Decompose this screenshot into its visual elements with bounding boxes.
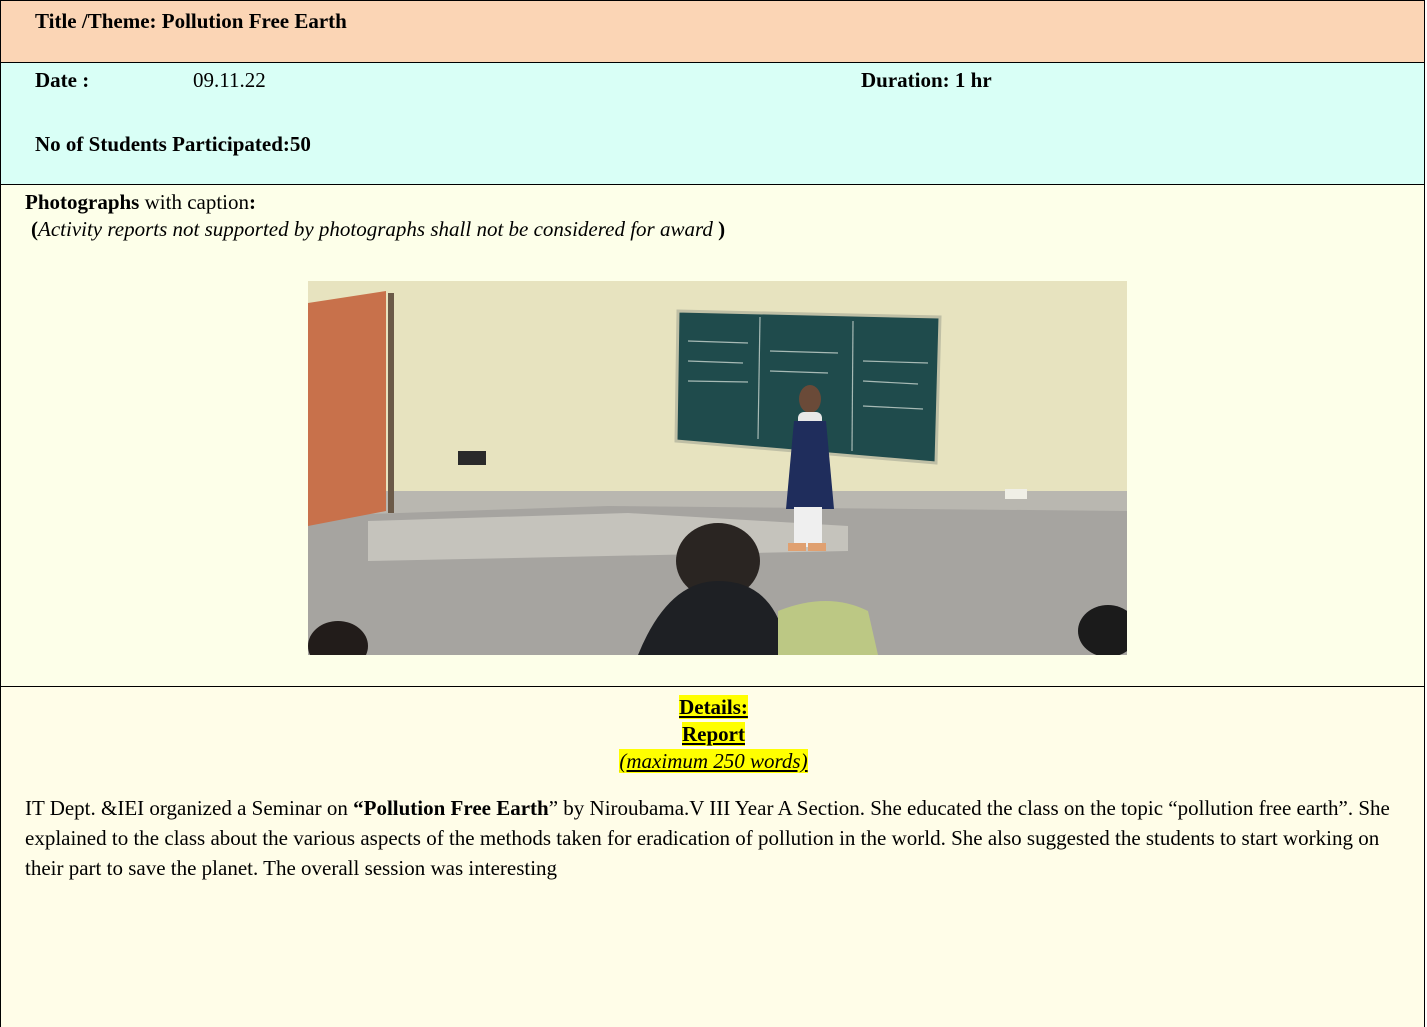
seminar-photograph-drawing <box>308 281 1127 655</box>
report-body-rest: ” by Niroubama.V III Year A Section. She educated the class on the topic “pollution free earth”. She explained to the class about the various aspects of the methods taken for eradication of pollution in the world. She also suggested the students to start working on their part to save the planet. The overall session was interesting <box>25 796 1390 880</box>
details-heading-line <box>1 695 1426 719</box>
photographs-heading-colon: : <box>249 190 257 214</box>
duration-label: Duration: 1 hr <box>861 68 992 92</box>
details-row <box>0 687 1425 1027</box>
report-body-topic: “Pollution Free Earth <box>353 796 549 820</box>
date-label: Date : <box>35 68 90 92</box>
photographs-heading <box>25 190 256 214</box>
report-heading: Report <box>682 722 745 746</box>
students-participated: No of Students Participated:50 <box>35 132 311 156</box>
info-row <box>0 63 1425 185</box>
word-limit-line <box>1 749 1426 773</box>
title-theme: Title /Theme: Pollution Free Earth <box>35 9 347 33</box>
photographs-heading-bold: Photographs <box>25 190 140 214</box>
report-heading-line <box>1 722 1426 746</box>
photographs-note <box>31 217 725 241</box>
report-body <box>25 793 1405 883</box>
note-open-paren: ( <box>31 217 38 241</box>
word-limit: (maximum 250 words) <box>619 749 808 773</box>
details-heading: Details: <box>679 695 748 719</box>
note-close-paren: ) <box>712 217 726 241</box>
photographs-heading-rest: with caption <box>139 190 250 214</box>
photographs-row <box>0 185 1425 687</box>
date-value: 09.11.22 <box>193 68 266 92</box>
report-body-intro: IT Dept. &IEI organized a Seminar on <box>25 796 354 820</box>
title-row <box>0 0 1425 63</box>
seminar-photograph <box>308 281 1127 655</box>
note-text: Activity reports not supported by photographs shall not be considered for award <box>38 217 713 241</box>
